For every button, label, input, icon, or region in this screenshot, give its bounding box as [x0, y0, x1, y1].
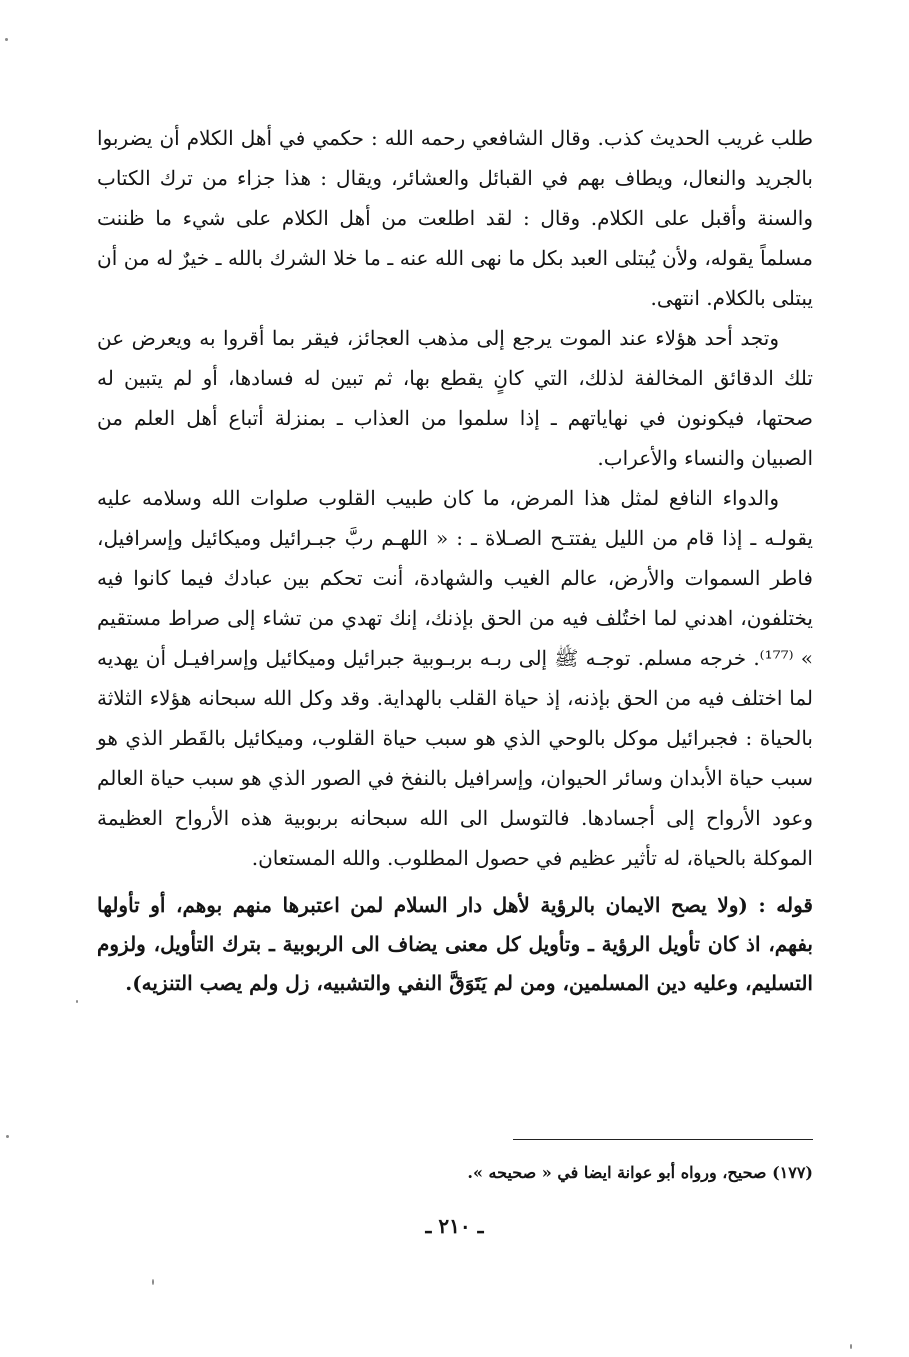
scan-speck: [76, 1000, 78, 1003]
scan-speck: [6, 1135, 9, 1138]
commentary-paragraph: قوله : (ولا يصح الايمان بالرؤية لأهل دار السلام لمن اعتبرها منهم بوهم، أو تأولها بفهم، اذ كان تأويل الرؤية ـ وتأويل كل معنى يضاف الى الربوبية ـ بترك التأويل، ولزوم التسليم، وعليه دين المسلمين، ومن لم يَتَوَقَّ النفي والتشبيه، زل ولم يصب التنزيه).: [97, 893, 814, 995]
scan-speck: [152, 1279, 154, 1285]
main-text-block: [97, 118, 813, 1003]
footnote-177: (١٧٧) صحيح، ورواه أبو عوانة ايضا في « صحيحه ».: [467, 1163, 813, 1182]
scan-speck: [850, 1344, 852, 1349]
paragraph-1: طلب غريب الحديث كذب. وقال الشافعي رحمه الله : حكمي في أهل الكلام أن يضربوا بالجريد والنعال، ويطاف بهم في القبائل والعشائر، ويقال : هذا جزاء من ترك الكتاب والسنة وأقبل على الكلام. وقال : لقد اطلعت من أهل الكلام على شيء ما ظننت مسلماً يقوله، ولأن يُبتلى العبد بكل ما نهى الله عنه ـ ما خلا الشرك بالله ـ خيرٌ له من أن يبتلى بالكلام. انتهى.: [97, 126, 813, 310]
paragraph-2: وتجد أحد هؤلاء عند الموت يرجع إلى مذهب العجائز، فيقر بما أقروا به ويعرض عن تلك الدقائق المخالفة لذلك، التي كانٍ يقطع بها، ثم تبين له فسادها، أو لم يتبين له صحتها، فيكونون في نهاياتهم ـ إذا سلموا من العذاب ـ بمنزلة أتباع أهل العلم من الصبيان والنساء والأعراب.: [97, 326, 813, 470]
page-number: ـ ٢١٠ ـ: [425, 1214, 484, 1238]
footnote-separator: [513, 1139, 813, 1140]
scan-speck: [5, 38, 8, 41]
paragraph-3: والدواء النافع لمثل هذا المرض، ما كان طبيب القلوب صلوات الله وسلامه عليه يقولـه ـ إذا قام من الليل يفتتـح الصـلاة ـ : « اللهـم ربَّ جبـرائيل وميكائيل وإسرافيل، فاطر السموات والأرض، عالم الغيب والشهادة، أنت تحكم بين عبادك فيما كانوا فيه يختلفون، اهدني لما اختُلف فيه من الحق بإذنك، إنك تهدي من تشاء إلى صراط مستقيم » ⁽¹⁷⁷⁾. خرجه مسلم. توجـه ﷺ إلى ربـه بربـوبية جبرائيل وميكائيل وإسرافيـل أن يهديه لما اختلف فيه من الحق بإذنه، إذ حياة القلب بالهداية. وقد وكل الله سبحانه هؤلاء الثلاثة بالحياة : فجبرائيل موكل بالوحي الذي هو سبب حياة القلوب، وميكائيل بالقَطر الذي هو سبب حياة الأبدان وسائر الحيوان، وإسرافيل بالنفخ في الصور الذي هو سبب حياة العالم وعود الأرواح إلى أجسادها. فالتوسل الى الله سبحانه بربوبية هذه الأرواح العظيمة الموكلة بالحياة، له تأثير عظيم في حصول المطلوب. والله المستعان.: [97, 486, 814, 870]
